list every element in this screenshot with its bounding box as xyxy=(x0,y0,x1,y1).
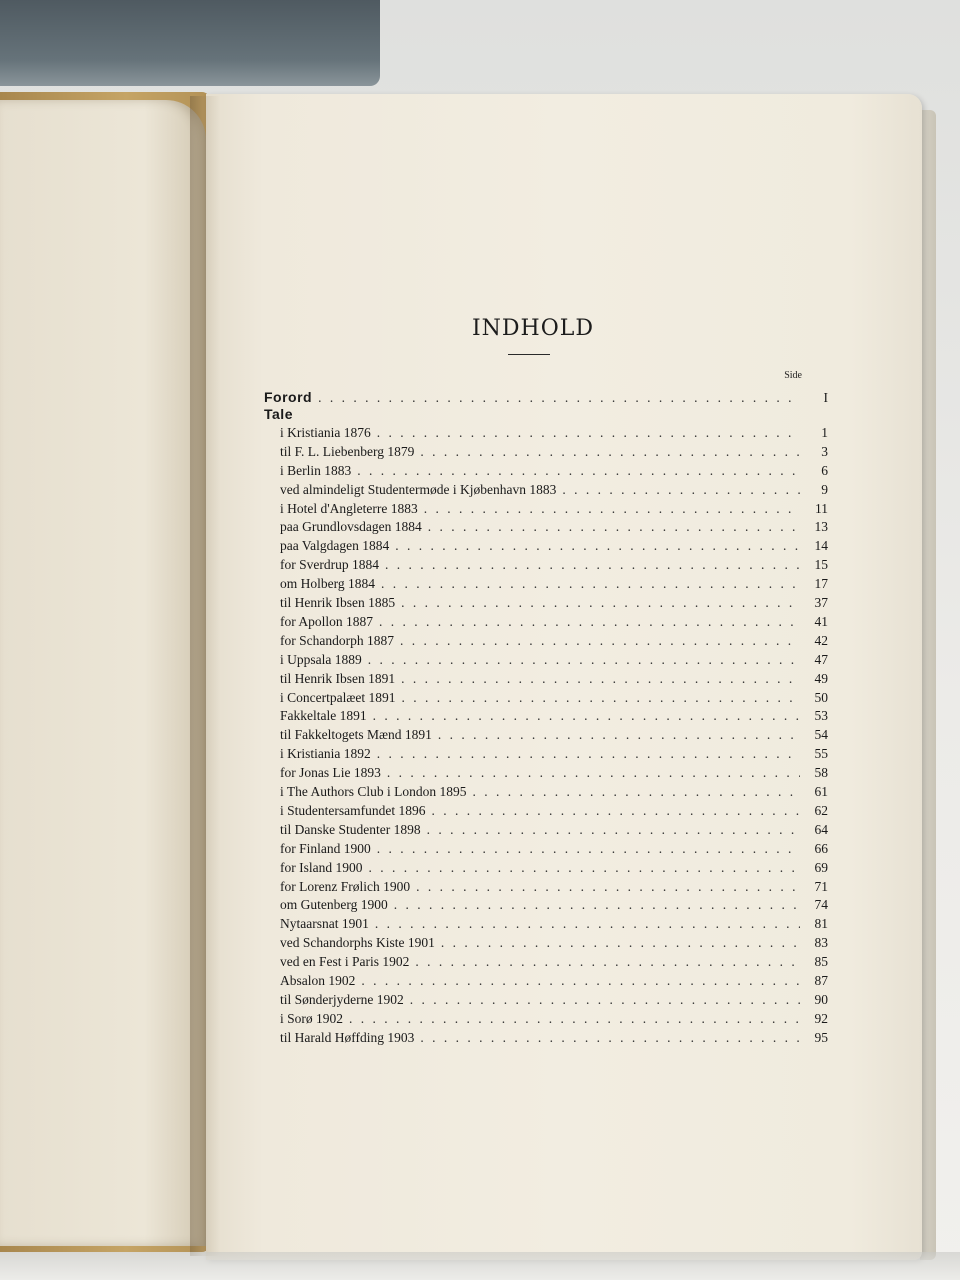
toc-entry-title: i Kristiania 1892 xyxy=(280,746,371,762)
dot-leader xyxy=(361,972,800,990)
toc-entry-title: til Fakkeltogets Mænd 1891 xyxy=(280,727,432,743)
toc-entry xyxy=(264,707,828,725)
toc-entry xyxy=(264,802,828,820)
dot-leader xyxy=(431,802,800,820)
dot-leader xyxy=(415,953,800,971)
book-cover-edge xyxy=(920,110,936,1260)
toc-entry-page: 64 xyxy=(814,821,828,837)
toc-entry-page: 81 xyxy=(814,916,828,932)
toc-entry xyxy=(264,575,828,593)
dot-leader xyxy=(394,896,800,914)
background-book xyxy=(0,0,380,86)
toc-entry-title: paa Valgdagen 1884 xyxy=(280,538,390,554)
toc-entry-title: til Henrik Ibsen 1891 xyxy=(280,670,396,686)
toc-entry-title: ved almindeligt Studentermøde i Kjøbenhavn 1883 xyxy=(280,481,557,497)
toc-entry-title: til Henrik Ibsen 1885 xyxy=(280,595,396,610)
toc-entry-page: 17 xyxy=(814,576,828,592)
toc-entry xyxy=(264,991,828,1009)
dot-leader xyxy=(410,991,800,1009)
contents-heading: INDHOLD xyxy=(471,316,595,341)
dot-leader xyxy=(395,537,800,555)
toc-entry-page: 50 xyxy=(814,689,828,705)
dot-leader xyxy=(401,594,800,612)
toc-entry-title: Forord xyxy=(264,389,313,405)
toc-entry xyxy=(264,896,828,914)
toc-entry-title: om Holberg 1884 xyxy=(280,576,375,592)
dot-leader xyxy=(438,726,800,744)
toc-entry-page: 53 xyxy=(814,708,828,724)
toc-entry xyxy=(264,443,828,461)
toc-entry-page: 13 xyxy=(814,519,828,535)
toc-entry-page: 42 xyxy=(814,632,828,648)
toc-entry-page: 1 xyxy=(821,424,828,440)
toc-entry-page: 66 xyxy=(814,840,828,856)
dot-leader xyxy=(385,556,800,574)
toc-entry-page: 47 xyxy=(814,651,828,667)
toc-entry-page: 54 xyxy=(814,727,828,743)
toc-entry xyxy=(264,537,828,555)
toc-entry-title: i Sorø 1902 xyxy=(280,1010,344,1026)
toc-entry-title: i Berlin 1883 xyxy=(280,462,352,478)
dot-leader xyxy=(428,518,800,536)
toc-entry-title: for Jonas Lie 1893 xyxy=(280,765,381,781)
toc-entry-page: 92 xyxy=(814,1010,828,1026)
dot-leader xyxy=(401,670,800,688)
dot-leader xyxy=(427,821,800,839)
toc-entry-page: 55 xyxy=(814,746,828,762)
dot-leader xyxy=(420,1029,800,1047)
dot-leader xyxy=(441,934,800,952)
dot-leader xyxy=(377,745,800,763)
toc-entry xyxy=(264,518,828,536)
toc-entry-title: Nytaarsnat 1901 xyxy=(280,916,369,932)
dot-leader xyxy=(381,575,800,593)
toc-entry xyxy=(264,859,828,877)
heading-rule xyxy=(508,354,550,355)
toc-entry-page: 9 xyxy=(821,481,828,497)
toc-entry-title: ved en Fest i Paris 1902 xyxy=(280,954,410,970)
dot-leader xyxy=(368,859,800,877)
toc-entry xyxy=(264,915,828,933)
toc-entry-title: i The Authors Club i London 1895 xyxy=(280,784,467,799)
toc-entry xyxy=(264,878,828,896)
dot-leader xyxy=(416,878,800,896)
toc-entry xyxy=(264,424,828,442)
toc-entry-page: 85 xyxy=(814,954,828,970)
toc-entry-page: 62 xyxy=(814,802,828,818)
toc-entry xyxy=(264,840,828,858)
toc-entry-page: 90 xyxy=(814,991,828,1007)
toc-entry xyxy=(264,934,828,952)
dot-leader xyxy=(424,500,800,518)
toc-entry-page: I xyxy=(823,390,828,405)
toc-entry-title: til F. L. Liebenberg 1879 xyxy=(280,443,415,459)
dot-leader xyxy=(400,632,800,650)
toc-section-entry xyxy=(264,405,828,423)
toc-entry-title: Absalon 1902 xyxy=(280,973,356,988)
toc-entry-title: i Concertpalæet 1891 xyxy=(280,689,396,705)
toc-entry-page: 71 xyxy=(814,878,828,894)
toc-entry xyxy=(264,651,828,669)
toc-entry-page: 49 xyxy=(814,670,828,686)
toc-entry-title: for Schandorph 1887 xyxy=(280,632,394,648)
toc-entry-page: 58 xyxy=(814,765,828,781)
toc-entry-title: Tale xyxy=(264,406,293,422)
toc-entry-title: i Kristiania 1876 xyxy=(280,424,371,440)
dot-leader xyxy=(377,424,800,442)
toc-entry xyxy=(264,821,828,839)
toc-entry-page: 11 xyxy=(815,500,828,516)
toc-entry-page: 6 xyxy=(821,462,828,478)
dot-leader xyxy=(375,915,800,933)
dot-leader xyxy=(420,443,800,461)
toc-entry xyxy=(264,1029,828,1047)
toc-entry xyxy=(264,670,828,688)
toc-entry xyxy=(264,594,828,612)
toc-entry-page: 14 xyxy=(814,538,828,554)
toc-entry-title: Fakkeltale 1891 xyxy=(280,708,367,724)
toc-entry-title: for Island 1900 xyxy=(280,859,363,875)
toc-entry-title: til Harald Høffding 1903 xyxy=(280,1029,415,1045)
dot-leader xyxy=(379,613,800,631)
toc-entry-page: 87 xyxy=(814,973,828,988)
dot-leader xyxy=(401,689,800,707)
toc-entry-title: ved Schandorphs Kiste 1901 xyxy=(280,935,435,951)
toc-entry xyxy=(264,745,828,763)
dot-leader xyxy=(349,1010,800,1028)
toc-entry-title: i Uppsala 1889 xyxy=(280,651,362,667)
toc-entry-page: 95 xyxy=(814,1029,828,1045)
dot-leader xyxy=(373,707,800,725)
left-page xyxy=(0,100,206,1246)
dot-leader xyxy=(357,462,800,480)
toc-entry-title: i Hotel d'Angleterre 1883 xyxy=(280,500,418,516)
toc-entry-title: til Danske Studenter 1898 xyxy=(280,821,421,837)
toc-entry-page: 15 xyxy=(814,557,828,573)
dot-leader xyxy=(387,764,800,782)
toc-entry xyxy=(264,689,828,707)
dot-leader xyxy=(562,481,800,499)
toc-entry-title: for Lorenz Frølich 1900 xyxy=(280,878,411,894)
toc-entry xyxy=(264,613,828,631)
toc-entry-page: 69 xyxy=(814,859,828,875)
toc-section-entry xyxy=(264,388,828,406)
page-column-label: Side xyxy=(784,370,802,381)
dot-leader xyxy=(473,783,800,801)
table-surface xyxy=(0,1252,960,1280)
toc-entry xyxy=(264,500,828,518)
toc-entry xyxy=(264,1010,828,1028)
toc-entry xyxy=(264,632,828,650)
book-gutter-shadow xyxy=(190,96,220,1256)
toc-entry-page: 3 xyxy=(821,443,828,459)
toc-entry-page: 37 xyxy=(814,595,828,610)
toc-entry-title: paa Grundlovsdagen 1884 xyxy=(280,519,422,535)
toc-entry-title: for Finland 1900 xyxy=(280,840,371,856)
toc-entry xyxy=(264,556,828,574)
toc-entry xyxy=(264,783,828,801)
toc-entry xyxy=(264,481,828,499)
toc-entry-page: 83 xyxy=(814,935,828,951)
toc-entry-page: 74 xyxy=(814,897,828,913)
dot-leader xyxy=(368,651,800,669)
toc-entry-title: for Apollon 1887 xyxy=(280,613,373,629)
dot-leader xyxy=(377,840,800,858)
toc-entry-title: for Sverdrup 1884 xyxy=(280,557,379,573)
toc-entry-page: 41 xyxy=(814,613,828,629)
toc-entry-title: om Gutenberg 1900 xyxy=(280,897,388,913)
toc-entry xyxy=(264,726,828,744)
toc-entry xyxy=(264,462,828,480)
toc-entry xyxy=(264,972,828,990)
toc-entry xyxy=(264,764,828,782)
toc-entry-title: i Studentersamfundet 1896 xyxy=(280,802,426,818)
toc-entry-title: til Sønderjyderne 1902 xyxy=(280,991,404,1007)
toc-entry-page: 61 xyxy=(814,784,828,799)
toc-entry xyxy=(264,953,828,971)
